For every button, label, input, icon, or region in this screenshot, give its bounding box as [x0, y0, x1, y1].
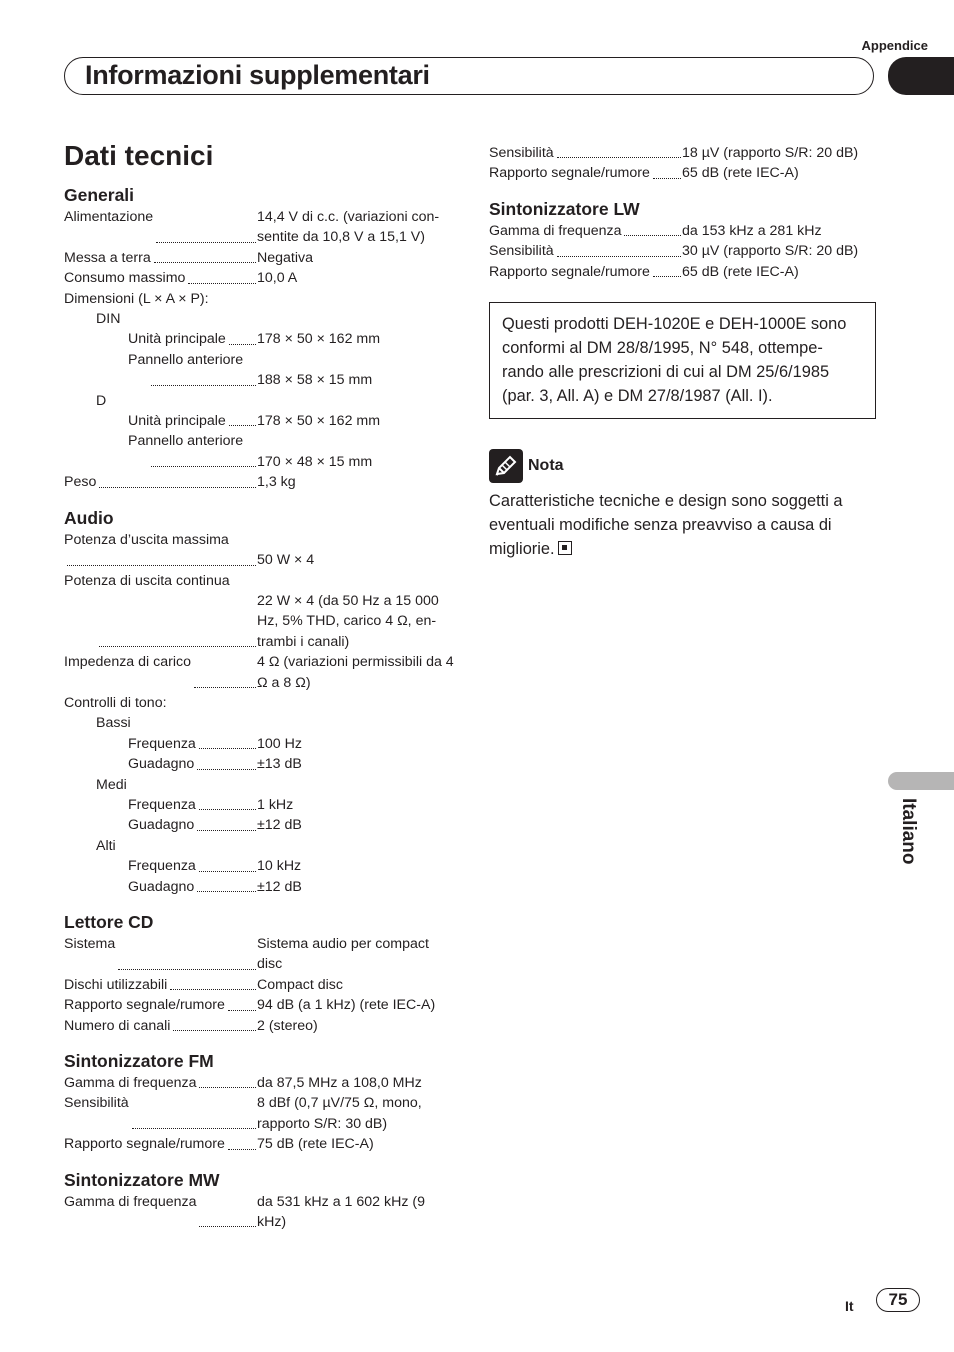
- spec-label-cell: [64, 995, 257, 1015]
- spec-row: [64, 713, 454, 733]
- spec-label: Sensibilità: [489, 145, 554, 161]
- spec-label: Numero di canali: [64, 1017, 171, 1034]
- spec-row: [64, 1192, 454, 1233]
- spec-row: [64, 1134, 454, 1154]
- spec-label: Guadagno: [128, 817, 195, 834]
- spec-label-cell: [64, 350, 243, 370]
- spec-label-cell: [64, 452, 257, 472]
- spec-label-cell: [64, 411, 257, 431]
- spec-label-cell: [64, 268, 257, 288]
- dot-leader: [557, 143, 681, 158]
- spec-row: [64, 431, 454, 451]
- spec-label-cell: [64, 815, 257, 835]
- spec-section-title: Lettore CD: [64, 912, 154, 932]
- dot-leader: [67, 550, 256, 565]
- dot-leader: [228, 1134, 256, 1149]
- spec-label-cell: [64, 591, 257, 652]
- spec-label: D: [96, 392, 107, 409]
- spec-row: [64, 693, 454, 713]
- spec-value: 1,3 kg: [257, 474, 296, 491]
- language-tab-label: Italiano: [898, 798, 919, 865]
- spec-label: Medi: [96, 776, 127, 793]
- spec-label-cell: [64, 289, 209, 309]
- spec-value: 178 × 50 × 162 mm: [257, 331, 381, 348]
- spec-section: [64, 507, 454, 897]
- specs-right-column: [489, 143, 879, 561]
- spec-value: [106, 391, 454, 411]
- dot-leader: [99, 472, 256, 487]
- pencil-icon: [489, 449, 523, 483]
- spec-row: [64, 815, 454, 835]
- spec-label-cell: [489, 221, 682, 241]
- spec-label: Frequenza: [128, 858, 196, 875]
- spec-label-cell: [64, 530, 229, 550]
- spec-section: [489, 198, 879, 282]
- dot-leader: [99, 591, 256, 647]
- spec-label: Guadagno: [128, 756, 195, 773]
- spec-value: ±12 dB: [257, 878, 302, 895]
- specs-left-column: [64, 184, 454, 1246]
- spec-value: 178 × 50 × 162 mm: [257, 413, 381, 430]
- spec-value: 10 kHz: [257, 858, 302, 875]
- spec-label-cell: [64, 775, 127, 795]
- spec-label-cell: [64, 713, 131, 733]
- language-tab-marker: [888, 772, 954, 790]
- specs-right-list: [489, 143, 879, 282]
- note-body: Caratteristiche tecniche e design sono soggetti a eventuali modifiche senza preavviso a causa di migliorie.: [489, 492, 843, 559]
- spec-label: Sensibilità: [64, 1095, 129, 1112]
- spec-value: da 87,5 MHz a 108,0 MHz: [257, 1075, 422, 1092]
- spec-label-cell: [64, 207, 257, 248]
- spec-label: Guadagno: [128, 878, 195, 895]
- spec-row: [489, 143, 879, 163]
- spec-value: 188 × 58 × 15 mm: [257, 372, 373, 389]
- spec-value: Negativa: [257, 249, 313, 266]
- spec-row: [64, 1093, 454, 1134]
- spec-value: Compact disc: [257, 976, 343, 993]
- spec-label: Gamma di frequenza: [64, 1193, 197, 1210]
- spec-label-cell: [64, 975, 257, 995]
- spec-row: [64, 995, 454, 1015]
- spec-label: Rapporto segnale/rumore: [489, 165, 650, 182]
- spec-row: [64, 350, 454, 370]
- page-title: Dati tecnici: [64, 140, 214, 171]
- spec-label: Bassi: [96, 715, 131, 732]
- spec-value: 65 dB (rete IEC-A): [682, 165, 799, 182]
- spec-row: [64, 309, 454, 329]
- spec-value: [230, 571, 454, 591]
- spec-row: [64, 591, 454, 652]
- spec-label: Controlli di tono:: [64, 694, 167, 711]
- spec-value: 2 (stereo): [257, 1017, 318, 1034]
- dot-leader: [228, 995, 256, 1010]
- dot-leader: [653, 163, 681, 178]
- spec-row: [64, 530, 454, 550]
- spec-label-cell: [64, 1073, 257, 1093]
- spec-row: [64, 934, 454, 975]
- spec-row: [64, 268, 454, 288]
- spec-row: [64, 207, 454, 248]
- spec-label: Pannello anteriore: [128, 351, 244, 368]
- spec-section: [64, 911, 454, 1036]
- spec-label: DIN: [96, 311, 121, 328]
- spec-value: 22 W × 4 (da 50 Hz a 15 000 Hz, 5% THD, carico 4 Ω, en-trambi i canali): [257, 592, 439, 650]
- spec-row: [64, 329, 454, 349]
- dot-leader: [229, 329, 256, 344]
- spec-row: [64, 411, 454, 431]
- spec-value: 18 µV (rapporto S/R: 20 dB): [682, 145, 859, 161]
- spec-label-cell: [64, 652, 257, 693]
- spec-label-cell: [489, 163, 682, 183]
- spec-label: Alti: [96, 837, 116, 854]
- dot-leader: [197, 815, 256, 830]
- dot-leader: [170, 975, 256, 990]
- spec-label-cell: [489, 262, 682, 282]
- spec-row: [64, 1073, 454, 1093]
- spec-row: [64, 795, 454, 815]
- dot-leader: [199, 856, 256, 871]
- spec-label: Potenza d’uscita massima: [64, 531, 229, 548]
- spec-label-cell: [64, 795, 257, 815]
- spec-label-cell: [64, 571, 230, 591]
- spec-label: Gamma di frequenza: [489, 222, 622, 239]
- compliance-notice: Questi prodotti DEH-1020E e DEH-1000E sono conformi al DM 28/8/1995, N° 548, ottempe-rando alle prescrizioni di cui al DM 25/6/1985 (par. 3, All. A) e DM 27/8/1987 (All. I).: [489, 302, 876, 419]
- spec-section: [64, 1050, 454, 1155]
- spec-value: 50 W × 4: [257, 552, 315, 569]
- spec-value: [243, 350, 454, 370]
- spec-row: [64, 877, 454, 897]
- spec-value: 100 Hz: [257, 735, 302, 752]
- spec-row: [64, 550, 454, 570]
- dot-leader: [154, 248, 256, 263]
- spec-label-cell: [64, 754, 257, 774]
- dot-leader: [118, 934, 256, 970]
- spec-value: [209, 289, 454, 309]
- spec-label: Rapporto segnale/rumore: [64, 1136, 225, 1153]
- spec-row: [64, 754, 454, 774]
- spec-label: Potenza di uscita continua: [64, 572, 230, 589]
- spec-section: [64, 184, 454, 493]
- spec-value: 94 dB (a 1 kHz) (rete IEC-A): [257, 997, 436, 1014]
- spec-label: Dischi utilizzabili: [64, 976, 168, 993]
- dot-leader: [624, 221, 681, 236]
- dot-leader: [199, 1073, 256, 1088]
- spec-label-cell: [64, 934, 257, 975]
- spec-value: ±12 dB: [257, 817, 302, 834]
- spec-label-cell: [64, 550, 257, 570]
- section-title: Informazioni supplementari: [85, 60, 430, 90]
- spec-value: [167, 693, 454, 713]
- spec-label-cell: [64, 693, 167, 713]
- spec-row: [64, 734, 454, 754]
- spec-label: Gamma di frequenza: [64, 1075, 197, 1092]
- spec-label-cell: [64, 370, 257, 390]
- dot-leader: [173, 1016, 256, 1031]
- spec-value: Sistema audio per compact disc: [257, 936, 429, 973]
- spec-label: Frequenza: [128, 796, 196, 813]
- spec-value: [120, 309, 454, 329]
- section-header: [64, 57, 874, 95]
- spec-label-cell: [64, 309, 120, 329]
- spec-row: [64, 836, 454, 856]
- spec-label: Messa a terra: [64, 249, 151, 266]
- spec-section: [489, 143, 879, 184]
- dot-leader: [199, 1192, 256, 1228]
- dot-leader: [229, 411, 256, 426]
- spec-label-cell: [64, 1093, 257, 1134]
- dot-leader: [156, 207, 256, 243]
- spec-label: Rapporto segnale/rumore: [64, 997, 225, 1014]
- spec-label: Impedenza di carico: [64, 654, 191, 671]
- spec-label: Rapporto segnale/rumore: [489, 263, 650, 280]
- spec-label: Consumo massimo: [64, 270, 186, 287]
- dot-leader: [188, 268, 256, 283]
- dot-leader: [197, 754, 256, 769]
- spec-row: [64, 856, 454, 876]
- spec-label-cell: [64, 836, 116, 856]
- spec-label: Sistema: [64, 936, 116, 952]
- dot-leader: [199, 795, 256, 810]
- spec-row: [64, 1016, 454, 1036]
- spec-label: Pannello anteriore: [128, 433, 244, 450]
- spec-value: [116, 836, 454, 856]
- spec-label: Alimentazione: [64, 209, 154, 225]
- spec-value: 170 × 48 × 15 mm: [257, 453, 373, 470]
- spec-section-title: Generali: [64, 185, 135, 205]
- note-title: Nota: [528, 456, 564, 474]
- dot-leader: [151, 370, 256, 385]
- spec-row: [64, 452, 454, 472]
- spec-row: [489, 262, 879, 282]
- spec-value: 65 dB (rete IEC-A): [682, 263, 799, 280]
- dot-leader: [132, 1093, 256, 1129]
- spec-label-cell: [64, 1192, 257, 1233]
- spec-row: [64, 370, 454, 390]
- spec-row: [64, 775, 454, 795]
- spec-value: 10,0 A: [257, 270, 298, 287]
- spec-section-title: Sintonizzatore LW: [489, 198, 640, 219]
- spec-label-cell: [64, 877, 257, 897]
- spec-value: [131, 713, 454, 733]
- appendix-label: Appendice: [861, 38, 928, 53]
- spec-row: [64, 248, 454, 268]
- note-text: [489, 489, 876, 561]
- spec-label: Sensibilità: [489, 243, 554, 260]
- spec-label-cell: [64, 391, 106, 411]
- spec-section-title: Sintonizzatore FM: [64, 1051, 214, 1072]
- spec-label-cell: [64, 248, 257, 268]
- spec-label: Peso: [64, 474, 97, 491]
- spec-value: 4 Ω (variazioni permissibili da 4 Ω a 8 Ω): [257, 654, 454, 691]
- spec-value: 14,4 V di c.c. (variazioni con-sentite da 10,8 V a 15,1 V): [257, 209, 440, 246]
- spec-value: [243, 431, 454, 451]
- spec-label-cell: [64, 472, 257, 492]
- spec-value: 8 dBf (0,7 µV/75 Ω, mono, rapporto S/R: 30 dB): [257, 1095, 422, 1132]
- spec-row: [64, 571, 454, 591]
- spec-value: 1 kHz: [257, 796, 294, 813]
- end-mark-icon: [558, 541, 572, 555]
- spec-label: Unità principale: [128, 413, 226, 430]
- dot-leader: [197, 877, 256, 892]
- spec-label: Unità principale: [128, 331, 226, 348]
- spec-row: [64, 975, 454, 995]
- language-code: It: [845, 1298, 854, 1314]
- spec-value: ±13 dB: [257, 756, 302, 773]
- spec-section: [64, 1169, 454, 1233]
- spec-label-cell: [64, 1016, 257, 1036]
- spec-label-cell: [64, 431, 243, 451]
- spec-label-cell: [64, 1134, 257, 1154]
- dot-leader: [194, 652, 256, 688]
- spec-label-cell: [64, 856, 257, 876]
- spec-label-cell: [489, 143, 682, 163]
- spec-row: [64, 472, 454, 492]
- spec-value: [229, 530, 454, 550]
- page-number: 75: [876, 1288, 920, 1312]
- spec-row: [489, 241, 879, 261]
- spec-row: [64, 289, 454, 309]
- spec-value: da 153 kHz a 281 kHz: [682, 222, 822, 239]
- dot-leader: [199, 734, 256, 749]
- spec-value: 30 µV (rapporto S/R: 20 dB): [682, 243, 859, 260]
- spec-row: [489, 163, 879, 183]
- spec-label-cell: [64, 329, 257, 349]
- spec-label-cell: [489, 241, 682, 261]
- note-header: [489, 449, 879, 483]
- spec-value: 75 dB (rete IEC-A): [257, 1136, 374, 1153]
- spec-section-title: Sintonizzatore MW: [64, 1169, 220, 1190]
- dot-leader: [653, 262, 681, 277]
- dot-leader: [151, 452, 256, 467]
- spec-row: [64, 652, 454, 693]
- spec-row: [489, 221, 879, 241]
- dot-leader: [557, 241, 681, 256]
- spec-section-title: Audio: [64, 507, 114, 528]
- spec-value: da 531 kHz a 1 602 kHz (9 kHz): [257, 1193, 425, 1231]
- spec-label: Frequenza: [128, 735, 196, 752]
- spec-value: [127, 775, 454, 795]
- spec-row: [64, 391, 454, 411]
- spec-label: Dimensioni (L × A × P):: [64, 290, 209, 307]
- header-tab-marker: [888, 57, 954, 95]
- spec-label-cell: [64, 734, 257, 754]
